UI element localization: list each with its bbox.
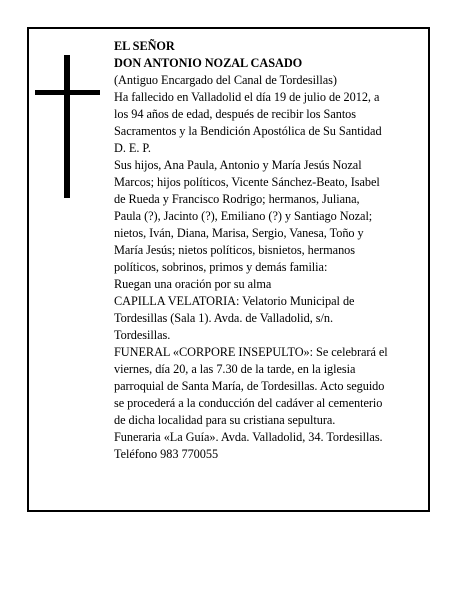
- notice-line-funeral: FUNERAL «CORPORE INSEPULTO»: Se celebrará el: [114, 345, 388, 359]
- cross-vertical-bar: [64, 55, 70, 198]
- notice-line-deceased-name: DON ANTONIO NOZAL CASADO: [114, 56, 303, 70]
- notice-line-chapel: Tordesillas.: [114, 328, 171, 342]
- notice-line-chapel: Tordesillas (Sala 1). Avda. de Valladolid, s/n.: [114, 311, 334, 325]
- notice-line-family: Marcos; hijos políticos, Vicente Sánchez-Beato, Isabel: [114, 175, 380, 189]
- cross-horizontal-bar: [35, 90, 100, 95]
- notice-line-death-info: Sacramentos y la Bendición Apostólica de Su Santidad: [114, 124, 382, 138]
- notice-line-family: políticos, sobrinos, primos y demás familia:: [114, 260, 328, 274]
- notice-line-family: Paula (?), Jacinto (?), Emiliano (?) y Santiago Nozal;: [114, 209, 373, 223]
- notice-line-family: Sus hijos, Ana Paula, Antonio y María Jesús Nozal: [114, 158, 362, 172]
- notice-line-funeral: viernes, día 20, a las 7.30 de la tarde, en la iglesia: [114, 362, 356, 376]
- notice-line-family: María Jesús; nietos políticos, bisnietos, hermanos: [114, 243, 356, 257]
- notice-line-family: de Rueda y Francisco Rodrigo; hermanos, Juliana,: [114, 192, 360, 206]
- notice-line-rip: D. E. P.: [114, 141, 151, 155]
- notice-line-phone: Teléfono 983 770055: [114, 447, 219, 461]
- notice-line-funeral: de dicha localidad para su cristiana sepultura.: [114, 413, 336, 427]
- notice-line-funeral: parroquial de Santa María, de Tordesillas. Acto seguido: [114, 379, 385, 393]
- notice-line-funeral-home: Funeraria «La Guía». Avda. Valladolid, 34. Tordesillas.: [114, 430, 383, 444]
- notice-line-former-role: (Antiguo Encargado del Canal de Tordesillas): [114, 73, 337, 87]
- notice-line-death-info: Ha fallecido en Valladolid el día 19 de julio de 2012, a: [114, 90, 380, 104]
- notice-line-funeral: se procederá a la conducción del cadáver al cementerio: [114, 396, 383, 410]
- notice-line-heading: EL SEÑOR: [114, 39, 175, 53]
- cross-icon: [35, 55, 100, 198]
- notice-line-family: nietos, Iván, Diana, Marisa, Sergio, Vanesa, Toño y: [114, 226, 364, 240]
- notice-line-death-info: los 94 años de edad, después de recibir los Santos: [114, 107, 357, 121]
- notice-line-prayer: Ruegan una oración por su alma: [114, 277, 272, 291]
- notice-line-chapel: CAPILLA VELATORIA: Velatorio Municipal de: [114, 294, 355, 308]
- obituary-text: [114, 38, 426, 463]
